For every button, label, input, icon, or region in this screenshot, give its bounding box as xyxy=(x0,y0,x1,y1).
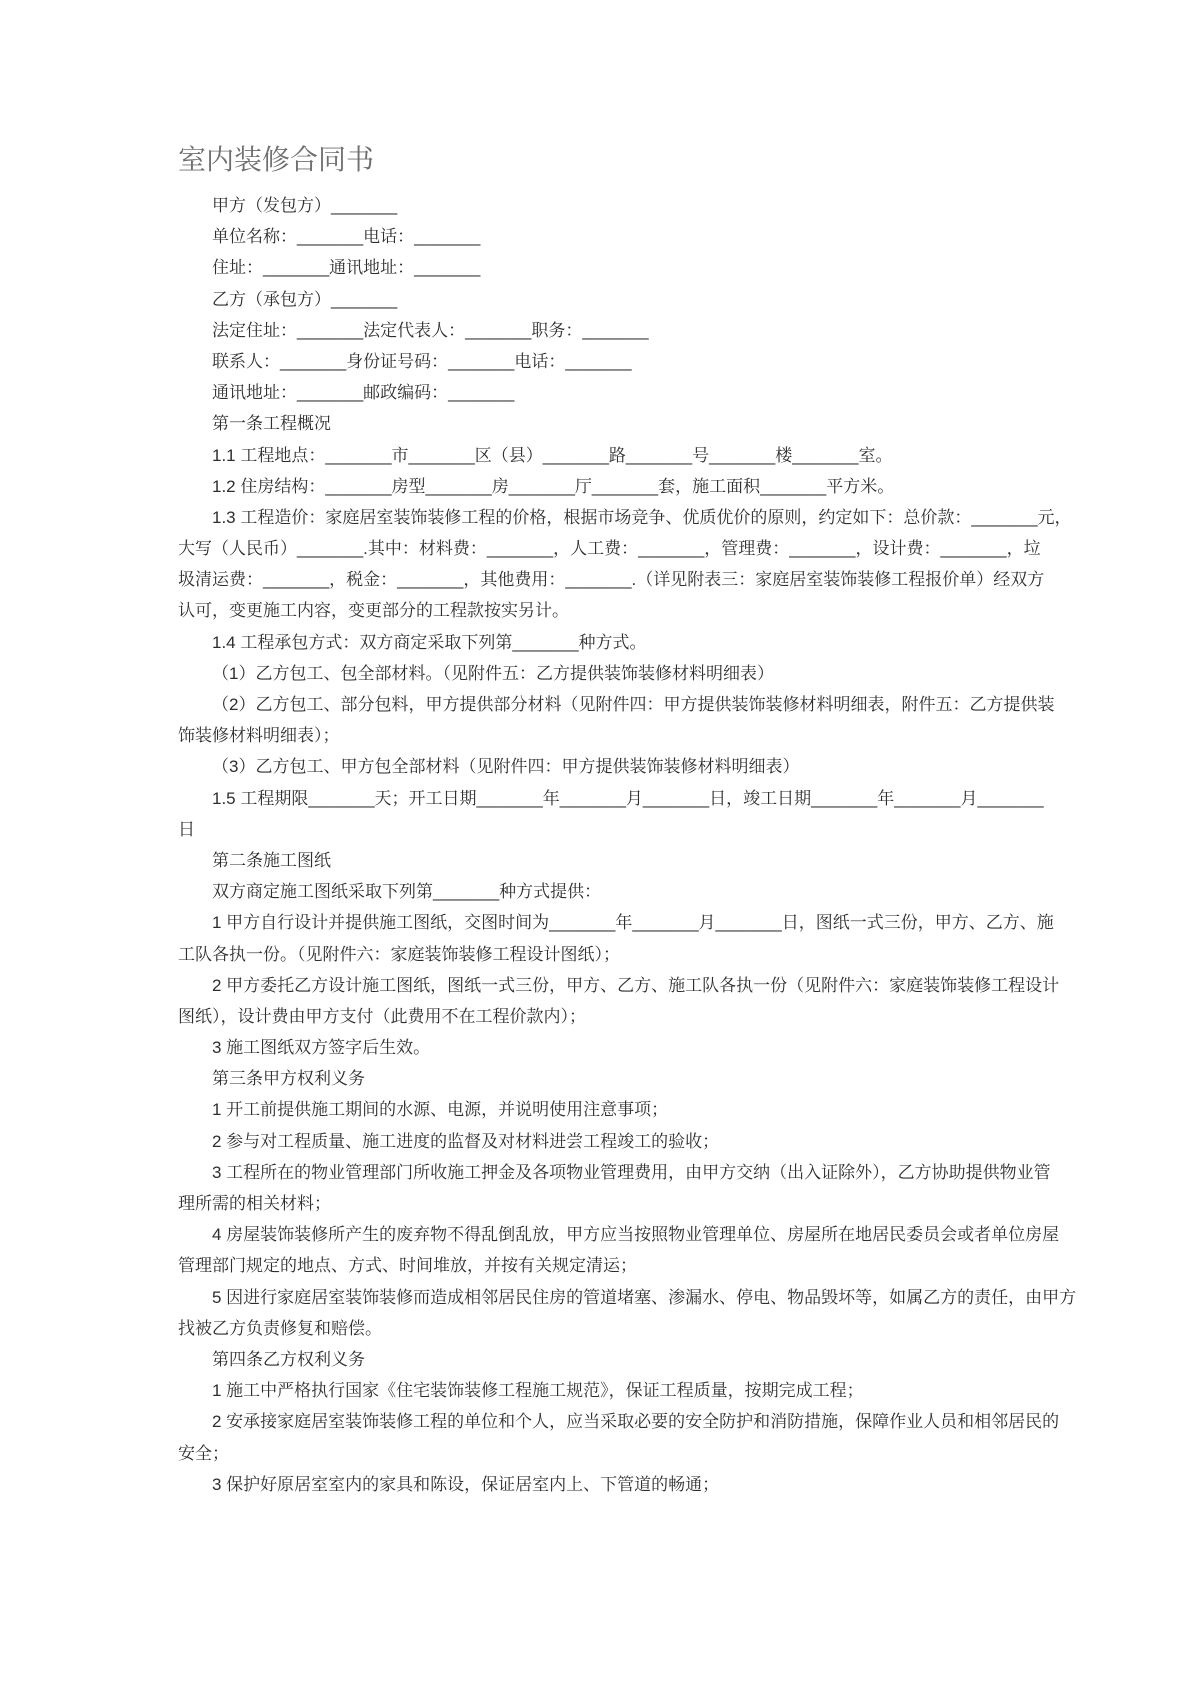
text-line: 1.3 工程造价：家庭居室装饰装修工程的价格，根据市场竞争、优质优价的原则，约定如下：总价款：_______元， xyxy=(212,507,1072,527)
text-line: 法定住址：_______法定代表人：_______职务：_______ xyxy=(212,320,649,340)
text-line: 住址：_______通讯地址：_______ xyxy=(212,258,481,278)
text-line: 通讯地址：_______邮政编码：_______ xyxy=(212,383,515,403)
text-line: 1 甲方自行设计并提供施工图纸，交图时间为_______年_______月_______日，图纸一式三份，甲方、乙方、施 xyxy=(212,913,1054,933)
text-line: 1.4 工程承包方式：双方商定采取下列第_______种方式。 xyxy=(212,632,647,652)
text-line: 安全； xyxy=(178,1443,229,1463)
text-line: 第四条乙方权利义务 xyxy=(212,1349,365,1369)
text-line: 1.1 工程地点：_______市_______区（县）_______路_______号_______楼_______室。 xyxy=(212,445,893,465)
text-line: 3 施工图纸双方签字后生效。 xyxy=(212,1038,431,1058)
text-line: 乙方（承包方）_______ xyxy=(212,289,398,309)
text-line: （3）乙方包工、甲方包全部材料（见附件四：甲方提供装饰装修材料明细表） xyxy=(212,757,800,777)
document-body xyxy=(178,190,1077,1500)
text-line: 单位名称：_______电话：_______ xyxy=(212,227,481,247)
contract-document xyxy=(178,140,1077,1500)
text-line: 1.2 住房结构：_______房型_______房_______厅_______套，施工面积_______平方米。 xyxy=(212,476,895,496)
text-line: 图纸），设计费由甲方支付（此费用不在工程价款内）； xyxy=(178,1006,586,1026)
text-line: （1）乙方包工、包全部材料。（见附件五：乙方提供装饰装修材料明细表） xyxy=(212,663,774,683)
text-line: 日 xyxy=(178,819,195,839)
text-line: 工队各执一份。（见附件六：家庭装饰装修工程设计图纸）； xyxy=(178,944,620,964)
text-line: 3 保护好原居室室内的家具和陈设，保证居室内上、下管道的畅通； xyxy=(212,1474,720,1494)
text-line: 认可，变更施工内容，变更部分的工程款按实另计。 xyxy=(178,601,569,621)
text-line: 1.5 工程期限_______天；开工日期_______年_______月_______日，竣工日期_______年_______月_______ xyxy=(212,788,1044,808)
text-line: 双方商定施工图纸采取下列第_______种方式提供： xyxy=(212,882,602,902)
text-line: （2）乙方包工、部分包料，甲方提供部分材料（见附件四：甲方提供装饰装修材料明细表，附件五：乙方提供装 xyxy=(212,695,1055,714)
text-line: 2 安承接家庭居室装饰装修工程的单位和个人，应当采取必要的安全防护和消防措施，保障作业人员和相邻居民的 xyxy=(212,1412,1060,1432)
text-line: 大写（人民币）_______.其中：材料费：_______，人工费：_______，管理费：_______，设计费：_______，垃 xyxy=(178,539,1041,559)
text-line: 2 参与对工程质量、施工进度的监督及对材料进尝工程竣工的验收； xyxy=(212,1131,720,1151)
text-line: 甲方（发包方）_______ xyxy=(212,196,398,215)
text-line: 联系人：_______身份证号码：_______电话：_______ xyxy=(212,351,632,371)
document-title: 室内装修合同书 xyxy=(178,145,375,176)
text-line: 圾清运费：_______，税金：_______，其他费用：_______.（详见附表三：家庭居室装饰装修工程报价单）经双方 xyxy=(178,570,1045,590)
text-line: 5 因进行家庭居室装饰装修而造成相邻居民住房的管道堵塞、渗漏水、停电、物品毁坏等，如属乙方的责任，由甲方 xyxy=(212,1287,1077,1307)
text-line: 3 工程所在的物业管理部门所收施工押金及各项物业管理费用，由甲方交纳（出入证除外），乙方协助提供物业管 xyxy=(212,1162,1051,1182)
text-line: 第三条甲方权利义务 xyxy=(212,1069,365,1089)
text-line: 找被乙方负责修复和赔偿。 xyxy=(178,1318,382,1338)
text-line: 管理部门规定的地点、方式、时间堆放，并按有关规定清运； xyxy=(178,1256,637,1276)
text-line: 1 施工中严格执行国家《住宅装饰装修工程施工规范》，保证工程质量，按期完成工程； xyxy=(212,1381,864,1401)
text-line: 第一条工程概况 xyxy=(212,414,331,434)
text-line: 第二条施工图纸 xyxy=(212,850,331,870)
text-line: 理所需的相关材料； xyxy=(178,1194,331,1213)
text-line: 1 开工前提供施工期间的水源、电源，并说明使用注意事项； xyxy=(212,1100,669,1120)
text-line: 2 甲方委托乙方设计施工图纸，图纸一式三份，甲方、乙方、施工队各执一份（见附件六：家庭装饰装修工程设计 xyxy=(212,975,1060,995)
text-line: 4 房屋装饰装修所产生的废弃物不得乱倒乱放，甲方应当按照物业管理单位、房屋所在地居民委员会或者单位房屋 xyxy=(212,1225,1060,1245)
text-line: 饰装修材料明细表）； xyxy=(178,726,340,746)
